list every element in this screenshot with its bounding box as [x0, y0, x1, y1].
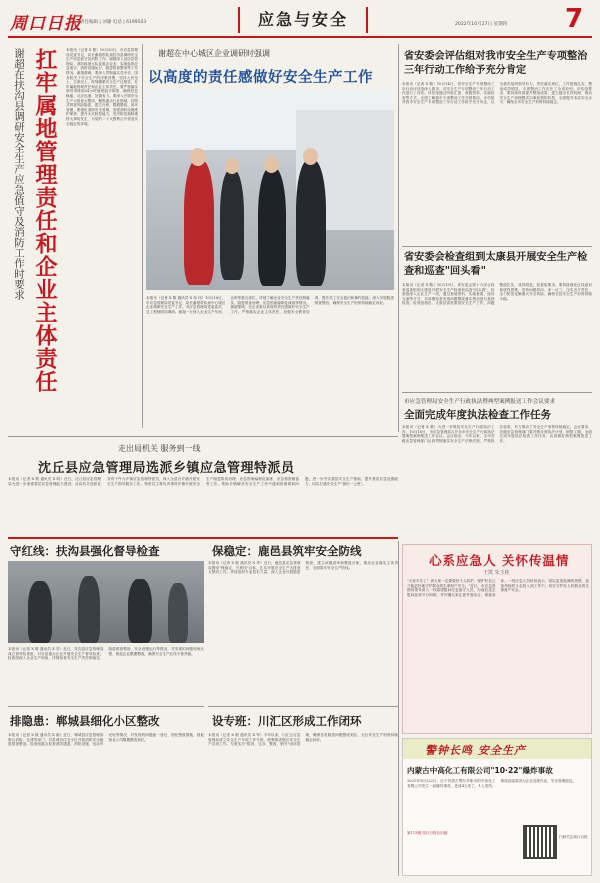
top-story-headline: 以高度的责任感做好安全生产工作 — [148, 70, 373, 86]
section-title: 应急与安全 — [238, 7, 368, 33]
col-divider — [398, 541, 399, 876]
left-story-kicker: 谢超在扶沟县调研安全生产应急值守及消防工作时要求 — [13, 48, 25, 300]
right-top-body: 本报讯（记者 X 敬）10月14日，省安全生产专项整治三年行动评估组深入我市，对安全生产专项整治三年行动工作进行了评估。评估组通过听取汇报、查阅资料、实地检查等方式，全面了解我市专项整治工作开展情况。评估组对我市安全生产专项整治三年行动工作给予充分肯定，认为我市组织领导有力，责任落实到位，工作措施扎实，整治成效明显，专项整治工作走在了全省前列。评估组要求，要持续巩固提升整治成果，建立健全长效机制，推动安全生产治理模式向事前预防转型，全面提升本质安全水平，确保全市安全生产形势持续稳定。 — [402, 82, 592, 105]
story-b — [208, 541, 398, 701]
right-mid-headline: 省安委会检查组到太康县开展安全生产检查和巡查"回头看" — [404, 252, 588, 277]
story-b-headline: 保稳定：鹿邑县筑牢安全防线 — [212, 544, 362, 558]
top-story — [146, 44, 396, 432]
person-dark-coat-3 — [296, 160, 326, 286]
right-top-story — [402, 44, 592, 244]
person-red-uniform — [184, 160, 214, 285]
ad-banner: 警钟长鸣 安全生产 — [403, 739, 591, 759]
left-story-headline: 扛牢属地管理责任和企业主体责任 — [32, 48, 57, 393]
feature-box — [402, 544, 592, 734]
ad-headline: 内蒙古中高化工有限公司"10·22"爆炸事故 — [407, 766, 553, 775]
col-divider — [142, 44, 143, 428]
mid-story-body: 本报讯（记者 X 敬 通讯员 X 明）近日，沈丘县应急管理局为进一步加强基层应急管理能力建设，从局机关选派业务骨干作为乡镇应急管理特派员，深入全县各乡镇开展安全生产指导服务工作。特派员主要负责指导乡镇开展安全生产隐患排查治理、应急预案编制及演练、应急物资储备等工作，帮助乡镇解决安全生产工作中遇到的困难和问题，进一步夯实基层安全生产基础，提升基层应急处置能力，切实打通安全生产"最后一公里"。 — [8, 477, 398, 486]
story-a-photo — [8, 561, 204, 643]
story-d-headline: 设专班：川汇区形成工作闭环 — [212, 714, 362, 728]
feature-author: 王凯 朱玉桂 — [483, 570, 510, 576]
mid-rule — [8, 537, 398, 539]
inspection-photo — [146, 90, 394, 290]
masthead-rule — [8, 36, 592, 38]
feature-headline: 心系应急人 关怀传温情 — [429, 553, 570, 568]
right-small-kicker: 市应急管理局安全生产行政执法暨典型案例报送工作会议要求 — [404, 399, 556, 405]
mid-story-kicker: 走出局机关 服务到一线 — [118, 444, 201, 453]
qr-code-icon[interactable] — [525, 827, 555, 857]
story-d-body: 本报讯（记者 X 敬 通讯员 X 军）今年以来，川汇区应急管理局成立安全生产专项工作专班，统筹推进辖区安全生产各项工作。专班实行"排查、交办、整改、销号"闭环管理，确保各类隐患问题整改到位，全区安全生产形势持续稳定向好。 — [208, 733, 398, 747]
left-story-body: 本报讯（记者 X 敬）10月20日，市应急管理局党委书记、局长谢超带队到扶沟县调研安全生产应急值守及消防工作。谢超深入县应急管理局、消防救援大队及重点企业，实地检查应急值守、消防设施运行、隐患排查整治等工作情况。谢超强调，要深入贯彻落实党中央、国务院关于安全生产的决策部署，坚持人民至上、生命至上，时刻绷紧安全生产这根弦，扛牢属地管理责任和企业主体责任。要严格落实领导带班和24小时值班值守制度，确保信息畅通、反应迅速、处置有力。要深入开展安全生产大排查大整治，聚焦重点行业领域，拉网式排查风险隐患，建立台账、限期整改、闭环管理。要强化消防安全管理，加强消防设施维护保养，提升火灾防控能力，坚决防范遏制重特大事故发生，为党的二十大胜利召开营造安全稳定的环境。 — [66, 48, 138, 126]
mid-story — [8, 436, 398, 536]
story-d — [208, 706, 398, 876]
top-story-body: 本报讯（记者 X 敬 通讯员 X 伟 伟）10月18日，市应急管理局党委书记、局长谢超带队到中心城区企业调研安全生产工作。市应急管理局党委委员、总工程师陪同调研。谢超一行深入企业生产车间、仓库等重点部位，详细了解企业安全生产责任制落实、隐患排查治理、应急预案编制及演练等情况。谢超强调，各企业要以高度的责任感做好安全生产工作，严格落实企业主体责任，加强安全教育培训，提升员工安全意识和操作技能，深入开展隐患排查整治，确保安全生产形势持续稳定向好。 — [146, 296, 394, 314]
footer-credit: 第113期 周口日报社出版 — [407, 831, 448, 835]
story-c-headline: 排隐患：郸城县细化小区整改 — [10, 714, 160, 728]
page-number: 7 — [565, 4, 584, 34]
story-a-headline: 守红线：扶沟县强化督导检查 — [10, 544, 160, 558]
feature-body: "大家辛苦了！请大家一定要做好个人防护，保护好自己才能更好地守护群众的生命财产安全。"近日，市应急管理局领导深入一线看望慰问应急值守人员，为他们送去慰问品和节日问候，并叮嘱大家注意劳逸结合，保重身体。一线应急人员纷纷表示，将以更加饱满的热情、更加昂扬的斗志投入到工作中，切实守护好人民群众的生命财产安全。 — [407, 579, 589, 597]
right-small-story — [402, 392, 592, 540]
story-a-body: 本报讯（记者 X 敬 通讯员 X 芳）近日，扶沟县应急管理局成立督导检查组，对全县重点企业开展安全生产督导检查。检查组深入企业生产现场，详细检查安全生产责任制落实、隐患排查整治、安全设施运行等情况，对发现的问题现场反馈，督促企业限期整改，确保安全生产红线不被突破。 — [8, 647, 204, 661]
col-divider — [398, 44, 399, 432]
story-c — [8, 706, 204, 876]
person-dark-coat-1 — [220, 170, 244, 280]
newspaper-logo: 周口日报 — [10, 14, 82, 34]
right-top-headline: 省安委会评估组对我市安全生产专项整治三年行动工作给予充分肯定 — [404, 51, 588, 76]
right-mid-body: 本报讯（记者 X 敬）10月19日，省安委会第十六综合检查巡查组到太康县开展安全生产检查和巡查"回头看"。检查组深入企业生产一线，通过查阅资料、实地查看、座谈交流等方式，对前期检查发现问题整改落实情况进行复核检查。检查组指出，太康县高度重视安全生产工作，问题整改扎实，成效明显。检查组要求，要持续强化红线意识和底线思维，坚持问题导向，举一反三，压实各方责任，全力防范化解重大安全风险，确保全县安全生产形势持续平稳。 — [402, 283, 592, 306]
ad-body: 2021年10月22日，位于内蒙古鄂尔多斯市的中高化工有限公司发生一起爆炸事故，造成4人死亡、1人受伤。事故直接原因为企业违规作业，安全管理混乱。 — [407, 779, 576, 788]
masthead — [0, 0, 600, 40]
right-small-headline: 全面完成年度执法检查工作任务 — [404, 409, 551, 421]
editor-info: 责任编辑 | 刘璐 电话 | 6199503 — [80, 20, 147, 25]
right-mid-story — [402, 246, 592, 386]
story-c-body: 本报讯（记者 X 敬 通讯员 X 丽）近日，郸城县应急管理局联合消防、住建等部门，对县城各住宅小区开展消防安全隐患排查整治。检查组重点检查消防通道、消防设施、电动车充电等情况，对发现的问题逐一登记、细化整改措施，督促物业公司限期整改到位。 — [8, 733, 204, 747]
top-story-kicker: 谢超在中心城区企业调研时强调 — [158, 49, 270, 58]
story-a — [8, 541, 204, 701]
warning-ad — [402, 738, 592, 876]
issue-date: 2022年10月27日 星期四 — [455, 22, 508, 27]
person-dark-coat-2 — [258, 168, 286, 286]
right-small-body: 本报讯（记者 X 敬）为进一步规范安全生产行政执法工作，10月18日，市应急管理局召开全市安全生产行政执法暨典型案例报送工作会议。会议指出，今年以来，全市各级应急管理部门认真贯彻落实安全生产法律法规，严格执法检查，有力推动了安全生产形势持续稳定。会议要求，各级应急管理部门要对照年度执法计划，倒排工期，全面完成年度执法检查工作任务，认真做好典型案例报送工作。 — [402, 425, 592, 443]
story-b-body: 本报讯（记者 X 敬 通讯员 X 华）近日，鹿邑县应急管理局围绕"保稳定、守底线"目标，扎实开展安全生产大排查大整治工作。该局组织专业技术力量，深入企业开展隐患排查，建立问题清单和整改台账，推动企业落实主体责任，全面筑牢安全生产防线。 — [208, 561, 398, 575]
mid-story-headline: 沈丘县应急管理局选派乡镇应急管理特派员 — [38, 461, 295, 476]
left-story — [8, 44, 140, 428]
footer-qr-label: 扫码关注周口日报 — [559, 835, 588, 839]
